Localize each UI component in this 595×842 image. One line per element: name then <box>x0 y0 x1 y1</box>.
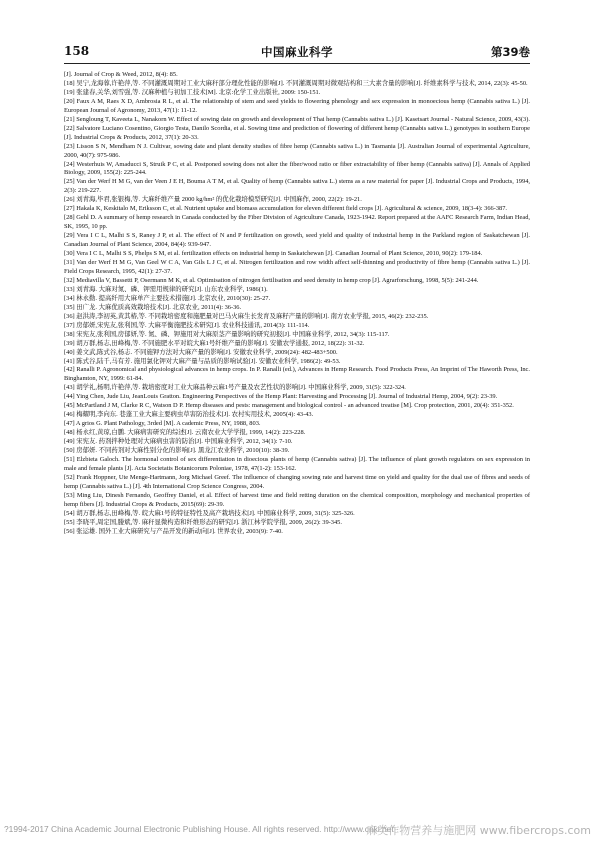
reference-entry: [21] Sengloung T, Kaveeta L, Nanakorn W. Effect of sowing date on growth and development of Thai hemp (Cannabis sativa L.) [J]. Kasetsart Journal - Natural Science, 2009, 43(3). <box>64 115 530 123</box>
reference-entry: [25] Van der Werf H M G, van der Veen J E H, Bouma A T M, et al. Quality of hemp (Cannabis sativa L.) stems as a raw material for paper [J]. Industrial Crops and Products, 1994, 2(3): 219-227. <box>64 178 530 195</box>
reference-entry: [35] 田广龙. 大麻优质高效栽培技术[J]. 北京农业, 2011(4): 36-36. <box>64 303 242 311</box>
reference-entry: [26] 刘青海,毕君,张银梅,等. 大麻纤维产量 2000 kg/hm² 的优化栽培模型研究[J]. 中国麻作, 2000, 22(2): 19-21. <box>64 196 362 204</box>
reference-entry: [43] 胡学礼,杨明,许艳萍,等. 栽培密度对工业大麻品种云麻1号产量及农艺性状的影响[J]. 中国麻业科学, 2009, 31(5): 322-324. <box>64 384 406 392</box>
journal-title: 中国麻业科学 <box>261 45 333 59</box>
reference-entry: [37] 房郁妍,宋宪友,张利国,等. 大麻平衡施肥技术研究[J]. 农业科技通讯, 2014(3): 111-114. <box>64 321 310 329</box>
reference-entry: [45] McPartland J M, Clarke R C, Watson D P. Hemp diseases and pests: management and biological control - an advanced treatise [M]. Crop protection, 2001, 20(4): 351-352. <box>64 402 514 410</box>
reference-entry: [46] 梅耀明,李向东. 巷蓬工业大麻主要病虫草害防治技术[J]. 农村实用技术, 2005(4): 43-43. <box>64 411 314 419</box>
volume-label: 第39卷 <box>490 45 530 59</box>
page-number: 158 <box>64 44 90 58</box>
reference-entry: [47] A grios G. Plant Pathology, 3rded [M]. A cademic Press, NY, 1988, 803. <box>64 420 261 428</box>
reference-entry: [40] 姜文武,陈式谷,杨志. 不同施钾方法对大麻产量的影响[J]. 安徽农业科学, 2009(24): 482-483+500. <box>64 348 338 356</box>
reference-entry: [51] Elzbieta Galoch. The hormonal control of sex differentiation in dioecious plants of hemp (Cannabis sativa) [J]. The influence of plant growth regulators on sex expression in male and female plants [J]. Acta Societatis Botanicorum Poloniae, 1978, 47(1-2): 153-162. <box>64 455 530 472</box>
reference-entry: [31] Van der Werf H M G, Van Geel W C A, Van Gils L J C, et al. Nitrogen fertilization and row width affect self-thinning and productivity of fibre hemp (Cannabis sativa L.) [J]. Field Crops Research, 1995, 42(1): 27-37. <box>64 259 530 275</box>
reference-list <box>64 71 530 537</box>
reference-entry: [56] 张运雄. 国外工业大麻研究与产品开发的新动向[J]. 世界农业, 2003(9): 7-40. <box>64 527 283 535</box>
reference-entry: [32] Mediavilla V, Bassetti P, Osermann M K, et al. Optimisation of nitrogen fertilisation and seed density in hemp crop [J]. Agrarforschung, 1998, 5(5): 241-244. <box>64 276 479 284</box>
reference-entry: [49] 宋宪友. 药剂拌种处理对大麻病虫害的防治[J]. 中国麻业科学, 2012, 34(1): 7-10. <box>64 438 293 446</box>
reference-entry: [53] Ming Liu, Dinesh Fernando, Geoffrey Daniel, et al. Effect of harvest time and field retting duration on the chemical composition, morphology and mechanical properties of hemp fibers [J]. Industrial Crops & Products, 2015(69): 29-39. <box>64 491 530 508</box>
watermark-text: 麻类作物营养与施肥网 www.fibercrops.com <box>366 824 591 837</box>
reference-entry: [22] Salvatore Luciano Cosentino, Giorgio Testa, Danilo Scordia, et al. Sowing time and prediction of flowering of different hemp (Cannabis sativa L.) genotypes in southern Europe [J]. Industrial Crops & Products, 2012, 37(1): 20-33. <box>64 124 530 141</box>
reference-entry: [38] 宋宪友,张利国,房郁妍,等. 氮、磷、钾施用对大麻原茎产量影响的研究初报[J]. 中国麻业科学, 2012, 34(3): 115-117. <box>64 330 390 338</box>
reference-entry: [24] Westerhuis W, Amaducci S, Struik P C, et al. Postponed sowing does not alter the fiber/wood ratio or fiber extractability of fiber hemp (Cannabis sativa) [J]. Annals of Applied Biology, 2009, 155(2): 225-244. <box>64 160 530 177</box>
reference-entry: [55] 李晓平,周定国,媵斌,等. 麻秆显微构造和纤维形态的研究[J]. 浙江林学院学报, 2009, 26(2): 39-345. <box>64 518 342 526</box>
page-header <box>64 44 530 62</box>
reference-entry: [52] Frank Hoppner, Ute Menge-Hartmann, Jorg Michael Greef. The influence of changing sowing rate and harvest time on yield and quality for the dual use of fibres and seeds of hemp (Cannabis sativa L.) [J]. 4th International Crop Science Congress, 2004. <box>64 473 530 490</box>
reference-entry: [20] Faux A M, Raes X D, Ambrosia R L, et al. The relationship of stem and seed yields to flowering phenology and sex expression in monoecious hemp (Cannabis sativa L.) [J]. European Journal of Agronomy, 2013, 47(1): 11-12. <box>64 97 530 114</box>
reference-entry: [J]. Journal of Crop & Weed, 2012, 8(4): 85. <box>64 71 178 78</box>
reference-entry: [39] 胡万群,杨志,田峰梅,等. 不同施肥水平对皖大麻1号纤维产量的影响[J]. 安徽农学通报, 2012, 18(22): 31-32. <box>64 339 365 347</box>
reference-entry: [42] Ranalli P. Agronomical and physiological advances in hemp crops. In P. Ranalli (ed.), Advances in Hemp Research. Food Products Press, An Imprint of The Haworth Press, Inc. Binghamton, NY, 1999: 61-84. <box>64 366 530 383</box>
reference-entry: [29] Vera I C L, Malhi S S, Raney J P, et al. The effect of N and P fertilization on growth, seed yield and quality of industrial hemp in the Parkland region of Saskatchewan [J]. Canadian Journal of Plant Science, 2004, 84(4): 939-947. <box>64 232 530 249</box>
reference-entry: [23] Lisson S N, Mendham N J. Cultivar, sowing date and plant density studies of fibre hemp (Cannabis sativa L.) in Tasmania [J]. Australian Journal of experimental Agriculture, 2000, 40(7): 975-986. <box>64 142 530 159</box>
reference-entry: [48] 杨永红,黄琼,白鹏. 大麻病害研究的综述[J]. 云南农业大学学报, 1999, 14(2): 223-228. <box>64 429 306 437</box>
header-rule <box>64 63 530 64</box>
reference-entry: [54] 胡万群,杨志,田峰梅,等. 皖大麻1号的特征特性及高产栽培技术[J]. 中国麻业科学, 2009, 31(5): 325-326. <box>64 509 355 517</box>
reference-entry: [50] 房郁妍. 不同药剂对大麻性别分化的影响[J]. 黑龙江农业科学, 2010(10): 38-39. <box>64 447 290 455</box>
reference-entry: [18] 吴宁,龙海蓉,许艳萍,等. 不同灌溉周期对工业大麻秆部分理化性能的影响[J]. 不同灌溉周期对微观结构和三大素含量的影响[J]. 纤维素科学与技术, 2014, 22(3): 45-50. <box>64 79 528 87</box>
reference-entry: [27] Hakala K, Keskitalo M, Eriksson C, et al. Nutrient uptake and biomass accumulation for eleven different field crops [J]. Agricultural & science, 2009, 18(3-4): 366-387. <box>64 205 508 213</box>
copyright-notice[interactable]: ?1994-2017 China Academic Journal Electronic Publishing House. All rights reserved. http://www.cnki.net <box>4 824 394 834</box>
reference-entry: [30] Vera I C L, Malhi S S, Phelps S M, et al. fertilization effects on industrial hemp in Saskatchewan [J]. Canadian Journal of Plant Science, 2010, 90(2): 179-184. <box>64 250 483 258</box>
reference-entry: [44] Ying Chen, Jude Liu, JeanLouis Gratton. Engineering Perspectives of the Hemp Plant: Harvesting and Processing [J]. Journal of Industrial Hemp, 2004, 9(2): 23-39. <box>64 393 498 401</box>
reference-entry: [33] 刘青海. 大麻对氮、磷、钾需用规律的研究[J]. 山东农业科学, 1986(1). <box>64 285 268 293</box>
reference-entry: [41] 陈式谷,陆千,马有芳. 施用氯化钾对大麻产量与品质的影响试验[J]. 安徽农业科学, 1986(2): 49-53. <box>64 357 341 365</box>
reference-entry: [28] Gehl D. A summary of hemp research in Canada conducted by the Fiber Division of Agriculture Canada, 1923-1942. Report prepared at the AAFC Research Farm, Indian Head, SK, 1995, 10 pp. <box>64 214 530 231</box>
reference-entry: [19] 张建春,关华,刘雪强,等. 汉麻种植与初加工技术[M]. 北京:化学工业出版社, 2009: 150-151. <box>64 88 321 96</box>
reference-entry: [34] 林永勤. 提高纤用大麻单产主要技术措施[J]. 北京农业, 2010(30): 25-27. <box>64 294 271 302</box>
reference-entry: [36] 赵洪涛,李初英,黄其椿,等. 不同栽培密度和施肥量对巴马火麻生长发育及麻籽产量的影响[J]. 南方农业学报, 2015, 46(2): 232-235. <box>64 312 429 320</box>
